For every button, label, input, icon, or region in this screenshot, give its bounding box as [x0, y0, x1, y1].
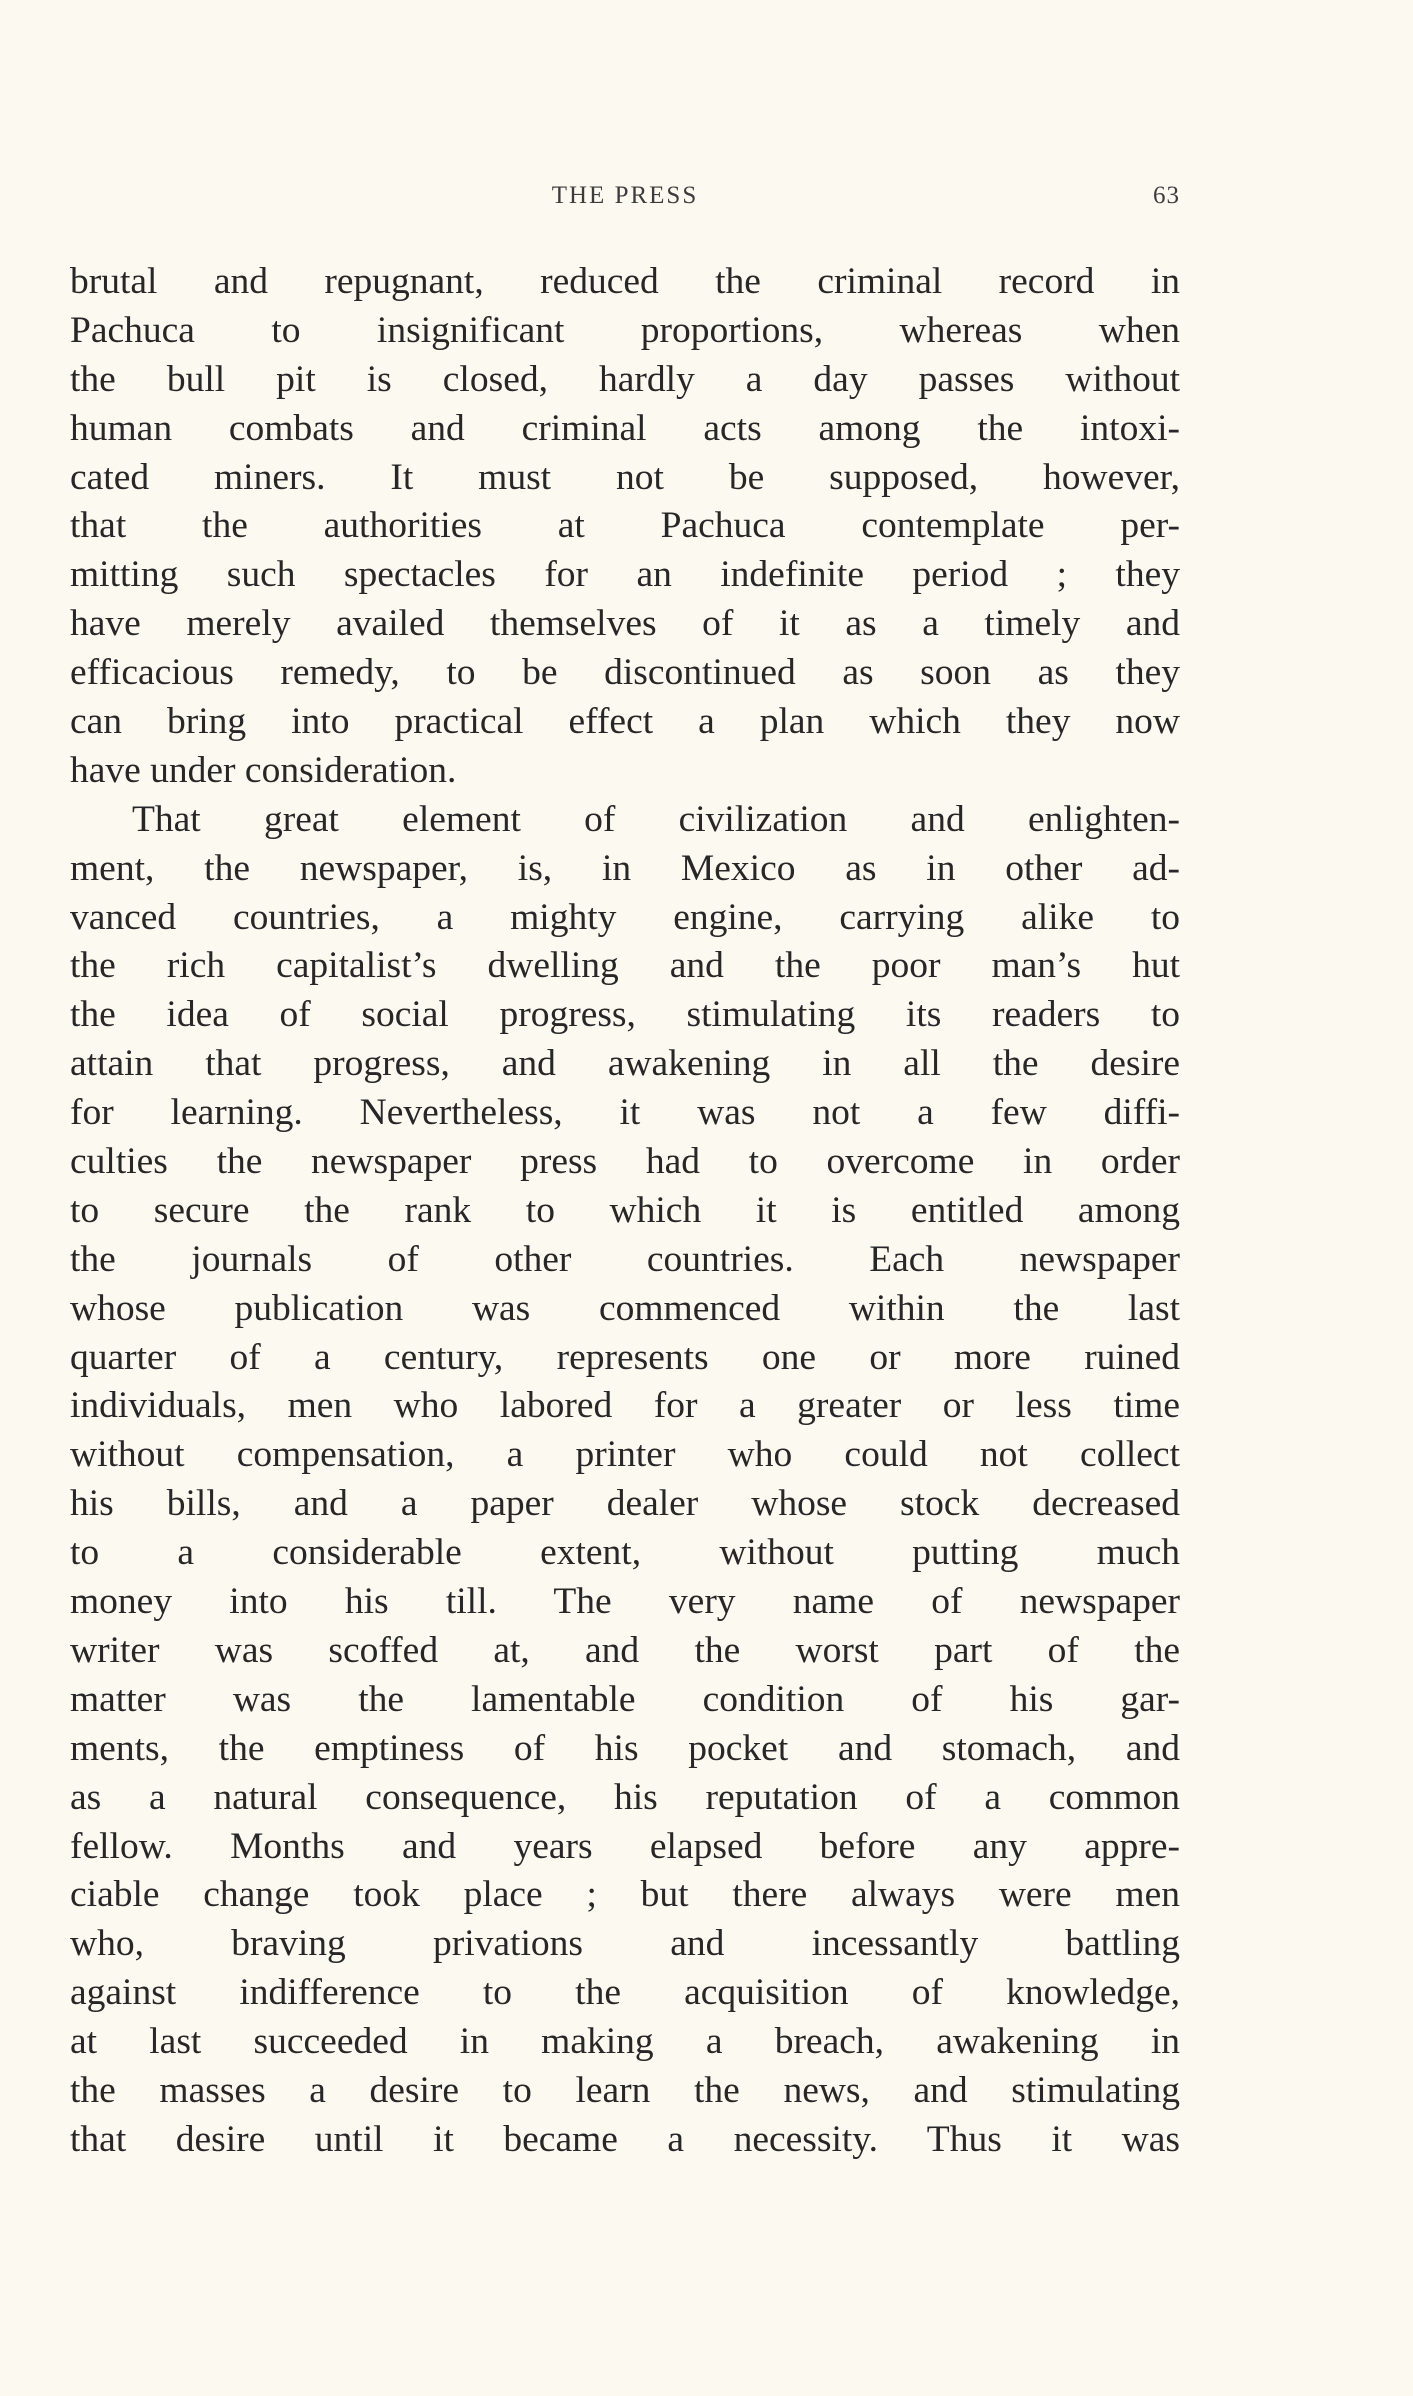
- text-line: that desire until it became a necessity. Thus it was: [70, 2118, 1180, 2160]
- text-line: human combats and criminal acts among the intoxi-: [70, 407, 1180, 449]
- text-line: money into his till. The very name of newspaper: [70, 1581, 1180, 1623]
- text-line: attain that progress, and awakening in all the desire: [70, 1043, 1180, 1085]
- text-line: can bring into practical effect a plan which they now: [70, 701, 1180, 743]
- text-line: culties the newspaper press had to overcome in order: [70, 1141, 1180, 1183]
- page-number: 63: [1153, 182, 1180, 209]
- running-head: [70, 182, 1180, 216]
- text-line: the rich capitalist’s dwelling and the poor man’s hut: [70, 945, 1180, 987]
- text-line: Pachuca to insignificant proportions, whereas when: [70, 309, 1180, 351]
- text-line: for learning. Nevertheless, it was not a few diffi-: [70, 1092, 1180, 1134]
- text-line: the bull pit is closed, hardly a day passes without: [70, 358, 1180, 400]
- text-line: the idea of social progress, stimulating its readers to: [70, 994, 1180, 1036]
- text-line: ment, the newspaper, is, in Mexico as in other ad-: [70, 847, 1180, 889]
- text-line: quarter of a century, represents one or more ruined: [70, 1336, 1180, 1378]
- text-line: to secure the rank to which it is entitled among: [70, 1189, 1180, 1231]
- text-line: the masses a desire to learn the news, and stimulating: [70, 2069, 1180, 2111]
- text-line: vanced countries, a mighty engine, carrying alike to: [70, 896, 1180, 938]
- text-line: to a considerable extent, without putting much: [70, 1532, 1180, 1574]
- paragraph-start-line: That great element of civilization and enlighten-: [132, 798, 1180, 840]
- text-line: that the authorities at Pachuca contemplate per-: [70, 505, 1180, 547]
- text-line: individuals, men who labored for a greater or less time: [70, 1385, 1180, 1427]
- body-text: [70, 258, 1180, 2165]
- text-line: at last succeeded in making a breach, awakening in: [70, 2021, 1180, 2063]
- text-line: his bills, and a paper dealer whose stock decreased: [70, 1483, 1180, 1525]
- text-line: the journals of other countries. Each newspaper: [70, 1238, 1180, 1280]
- text-line: whose publication was commenced within the last: [70, 1287, 1180, 1329]
- text-line: cated miners. It must not be supposed, however,: [70, 456, 1180, 498]
- paragraph-end-line: have under consideration.: [70, 749, 457, 791]
- text-line: fellow. Months and years elapsed before any appre-: [70, 1825, 1180, 1867]
- text-line: without compensation, a printer who could not collect: [70, 1434, 1180, 1476]
- text-line: have merely availed themselves of it as a timely and: [70, 603, 1180, 645]
- text-line: against indifference to the acquisition of knowledge,: [70, 1972, 1180, 2014]
- text-line: matter was the lamentable condition of his gar-: [70, 1678, 1180, 1720]
- text-line: brutal and repugnant, reduced the criminal record in: [70, 261, 1180, 302]
- text-line: who, braving privations and incessantly battling: [70, 1923, 1180, 1965]
- text-line: efficacious remedy, to be discontinued as soon as they: [70, 652, 1180, 694]
- text-line: ments, the emptiness of his pocket and stomach, and: [70, 1727, 1180, 1769]
- text-line: writer was scoffed at, and the worst part of the: [70, 1629, 1180, 1671]
- text-line: as a natural consequence, his reputation of a common: [70, 1776, 1180, 1818]
- running-title: THE PRESS: [551, 182, 699, 209]
- text-line: mitting such spectacles for an indefinite period ; they: [70, 554, 1180, 596]
- text-line: ciable change took place ; but there always were men: [70, 1874, 1180, 1916]
